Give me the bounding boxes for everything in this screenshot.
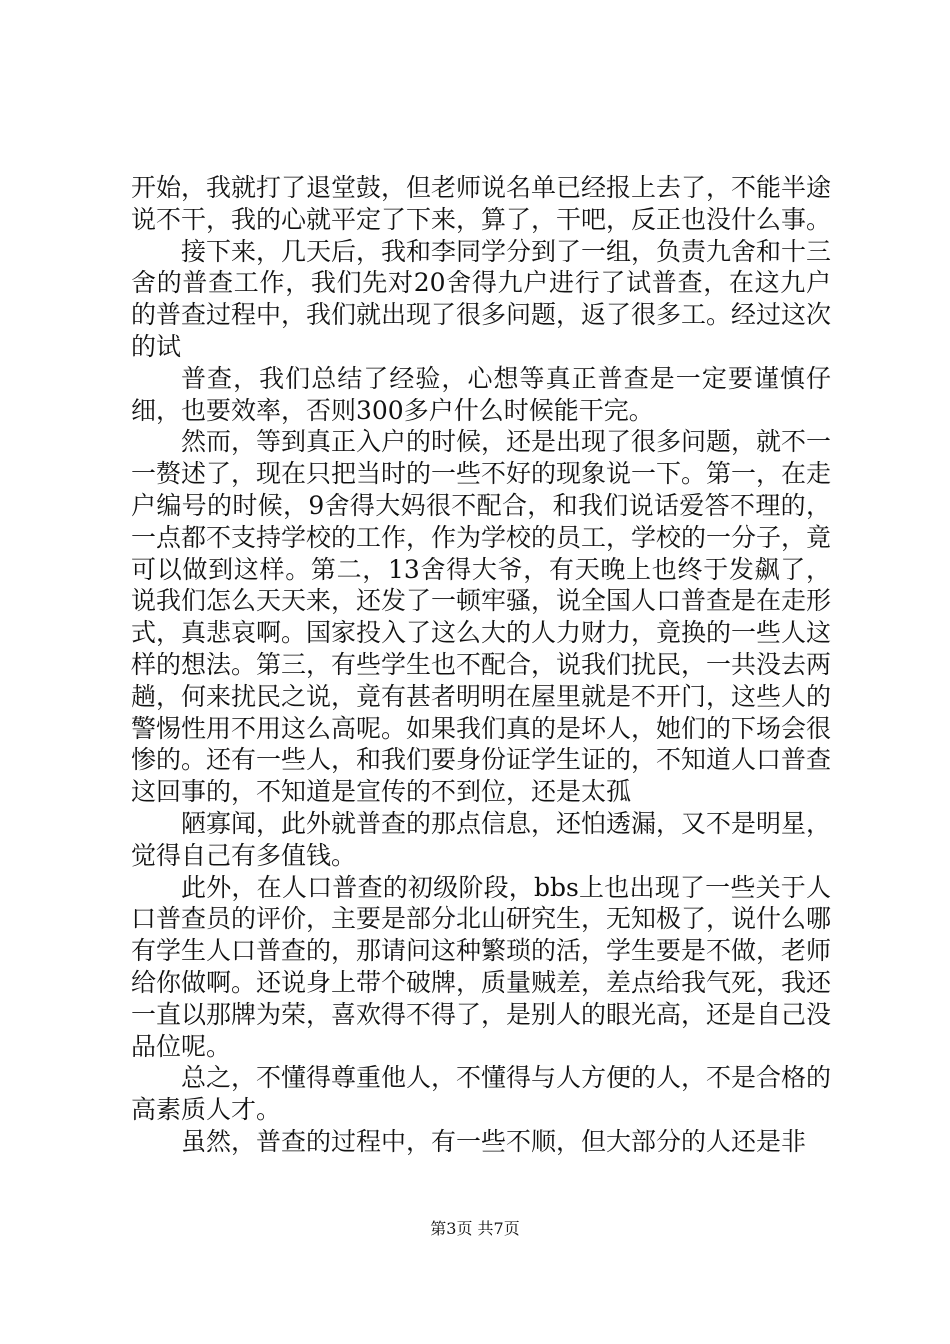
paragraph-4: 然而，等到真正入户的时候，还是出现了很多问题，就不一一赘述了，现在只把当时的一些不好的现象说一下。第一，在走户编号的时候，9舍得大妈很不配合，和我们说话爱答不理的，一点都不支持学校的工作，作为学校的员工，学校的一分子，竟可以做到这样。第二，13舍得大爷，有天晚上也终于发飙了，说我们怎么天天来，还发了一顿牢骚，说全国人口普查是在走形式，真悲哀啊。国家投入了这么大的人力财力，竟换的一些人这样的想法。第三，有些学生也不配合，说我们扰民，一共没去两趟，何来扰民之说，竟有甚者明明在屋里就是不开门，这些人的警惕性用不用这么高呢。如果我们真的是坏人，她们的下场会很惨的。还有一些人，和我们要身份证学生证的，不知道人口普查这回事的，不知道是宣传的不到位，还是太孤 — [131, 427, 832, 807]
paragraph-7: 总之，不懂得尊重他人，不懂得与人方便的人，不是合格的高素质人才。 — [131, 1063, 832, 1125]
paragraph-1: 开始，我就打了退堂鼓，但老师说名单已经报上去了，不能半途说不干，我的心就平定了下来，算了，干吧，反正也没什么事。 — [131, 173, 832, 234]
page-number-footer: 第3页 共7页 — [430, 1219, 520, 1238]
paragraph-5: 陋寡闻，此外就普查的那点信息，还怕透漏，又不是明星，觉得自己有多值钱。 — [131, 808, 832, 870]
paragraph-8: 虽然，普查的过程中，有一些不顺，但大部分的人还是非 — [181, 1126, 807, 1156]
document-body — [131, 172, 831, 1158]
paragraph-3: 普查，我们总结了经验，心想等真正普查是一定要谨慎仔细，也要效率，否则300多户什么时候能干完。 — [131, 363, 831, 425]
paragraph-6: 此外，在人口普查的初级阶段，bbs上也出现了一些关于人口普查员的评价，主要是部分北山研究生，无知极了，说什么哪有学生人口普查的，那请问这种繁琐的活，学生要是不做，老师给你做啊。还说身上带个破牌，质量贼差，差点给我气死，我还一直以那牌为荣，喜欢得不得了，是别人的眼光高，还是自己没品位呢。 — [131, 872, 832, 1061]
paragraph-2: 接下来，几天后，我和李同学分到了一组，负责九舍和十三舍的普查工作，我们先对20舍得九户进行了试普查，在这九户的普查过程中，我们就出现了很多问题，返了很多工。经过这次的试 — [131, 236, 832, 361]
